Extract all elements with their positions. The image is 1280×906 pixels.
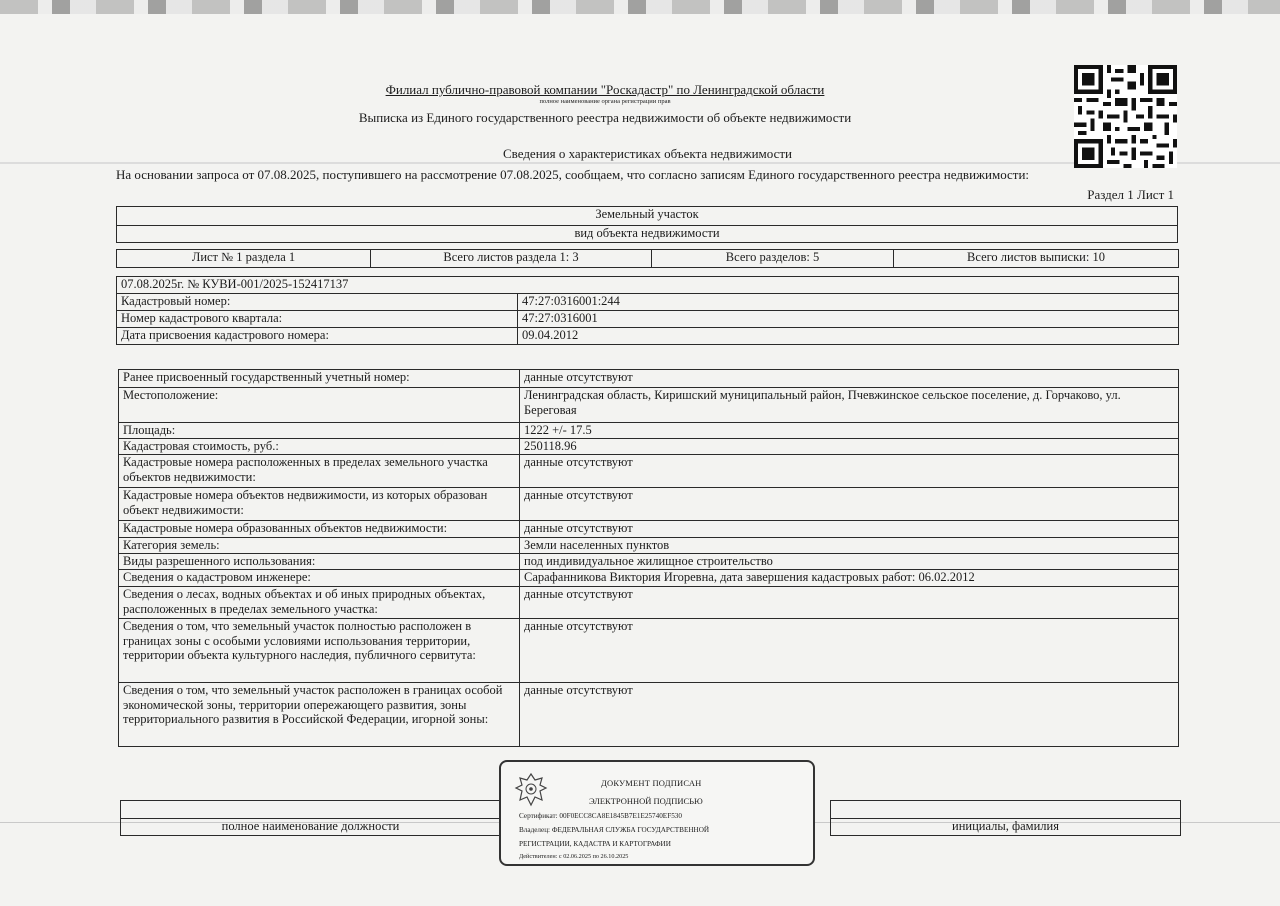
detail-value: Ленинградская область, Киришский муниципальный район, Пчевжинское сельское поселение, д. Горчаково, ул. Береговая xyxy=(520,388,1179,423)
detail-label: Площадь: xyxy=(119,423,520,439)
detail-label: Местоположение: xyxy=(119,388,520,423)
detail-label: Виды разрешенного использования: xyxy=(119,554,520,570)
org-note: полное наименование органа регистрации прав xyxy=(539,98,671,105)
stamp-owner-2: РЕГИСТРАЦИИ, КАДАСТРА И КАРТОГРАФИИ xyxy=(519,840,671,848)
scan-artifact-top xyxy=(0,0,1280,14)
sections-total: Всего разделов: 5 xyxy=(652,250,894,268)
detail-label: Сведения о кадастровом инженере: xyxy=(119,570,520,587)
stamp-line-2: ЭЛЕКТРОННОЙ ПОДПИСЬЮ xyxy=(589,796,703,806)
section-reference: Раздел 1 Лист 1 xyxy=(1087,187,1174,202)
ident-table xyxy=(116,276,1179,345)
extract-sheets-total: Всего листов выписки: 10 xyxy=(894,250,1179,268)
extract-number: 07.08.2025г. № КУВИ-001/2025-152417137 xyxy=(117,277,1179,294)
detail-value: 1222 +/- 17.5 xyxy=(520,423,1179,439)
detail-value: Земли населенных пунктов xyxy=(520,538,1179,554)
detail-label: Кадастровые номера расположенных в пределах земельного участка объектов недвижимости: xyxy=(119,455,520,488)
sheets-table xyxy=(116,249,1179,268)
stamp-certificate: Сертификат: 00F0ECC8CA8E1845B7E1E25740EF530 xyxy=(519,812,682,820)
object-type-note: вид объекта недвижимости xyxy=(117,226,1178,243)
name-label: инициалы, фамилия xyxy=(831,819,1181,836)
details-table xyxy=(118,369,1179,747)
detail-value: данные отсутствуют xyxy=(520,619,1179,683)
info-title: Сведения о характеристиках объекта недвижимости xyxy=(502,146,793,161)
ident-label: Кадастровый номер: xyxy=(117,294,518,311)
stamp-owner: Владелец: ФЕДЕРАЛЬНАЯ СЛУЖБА ГОСУДАРСТВЕННОЙ xyxy=(519,826,710,834)
detail-value: данные отсутствуют xyxy=(520,683,1179,747)
ident-label: Номер кадастрового квартала: xyxy=(117,311,518,328)
extract-title: Выписка из Единого государственного реестра недвижимости об объекте недвижимости xyxy=(358,110,852,125)
request-basis: На основании запроса от 07.08.2025, поступившего на рассмотрение 07.08.2025, сообщаем, что согласно записям Единого государственного реестра недвижимости: xyxy=(116,167,1030,182)
sheet-number: Лист № 1 раздела 1 xyxy=(117,250,371,268)
detail-value: Сарафанникова Виктория Игоревна, дата завершения кадастровых работ: 06.02.2012 xyxy=(520,570,1179,587)
detail-value: данные отсутствуют xyxy=(520,521,1179,538)
detail-value: данные отсутствуют xyxy=(520,455,1179,488)
qr-code-icon xyxy=(1074,65,1177,168)
ident-value: 47:27:0316001 xyxy=(518,311,1179,328)
detail-label: Кадастровая стоимость, руб.: xyxy=(119,439,520,455)
detail-label: Кадастровые номера объектов недвижимости, из которых образован объект недвижимости: xyxy=(119,488,520,521)
object-type-table xyxy=(116,206,1178,243)
ident-value: 47:27:0316001:244 xyxy=(518,294,1179,311)
detail-label: Сведения о том, что земельный участок полностью расположен в границах зоны с особыми условиями использования территории, территории объекта культурного наследия, публичного сервитута: xyxy=(119,619,520,683)
e-signature-stamp xyxy=(499,760,815,866)
coat-of-arms-icon xyxy=(511,770,551,810)
detail-label: Сведения о том, что земельный участок расположен в границах особой экономической зоны, территории опережающего развития, зоны территориального развития в Российской Федерации, игорной зоны: xyxy=(119,683,520,747)
org-title: Филиал публично-правовой компании "Роскадастр" по Ленинградской области xyxy=(385,82,825,97)
stamp-validity: Действителен: с 02.06.2025 по 26.10.2025 xyxy=(519,853,629,860)
detail-value: данные отсутствуют xyxy=(520,587,1179,619)
detail-label: Ранее присвоенный государственный учетный номер: xyxy=(119,370,520,388)
detail-label: Сведения о лесах, водных объектах и об иных природных объектах, расположенных в пределах земельного участка: xyxy=(119,587,520,619)
detail-label: Кадастровые номера образованных объектов недвижимости: xyxy=(119,521,520,538)
stamp-line-1: ДОКУМЕНТ ПОДПИСАН xyxy=(601,778,702,788)
detail-value: данные отсутствуют xyxy=(520,370,1179,388)
detail-value: под индивидуальное жилищное строительство xyxy=(520,554,1179,570)
position-label: полное наименование должности xyxy=(121,819,501,836)
detail-value: 250118.96 xyxy=(520,439,1179,455)
detail-label: Категория земель: xyxy=(119,538,520,554)
section-sheets-total: Всего листов раздела 1: 3 xyxy=(371,250,652,268)
detail-value: данные отсутствуют xyxy=(520,488,1179,521)
ident-value: 09.04.2012 xyxy=(518,328,1179,345)
ident-label: Дата присвоения кадастрового номера: xyxy=(117,328,518,345)
object-type: Земельный участок xyxy=(117,207,1178,226)
